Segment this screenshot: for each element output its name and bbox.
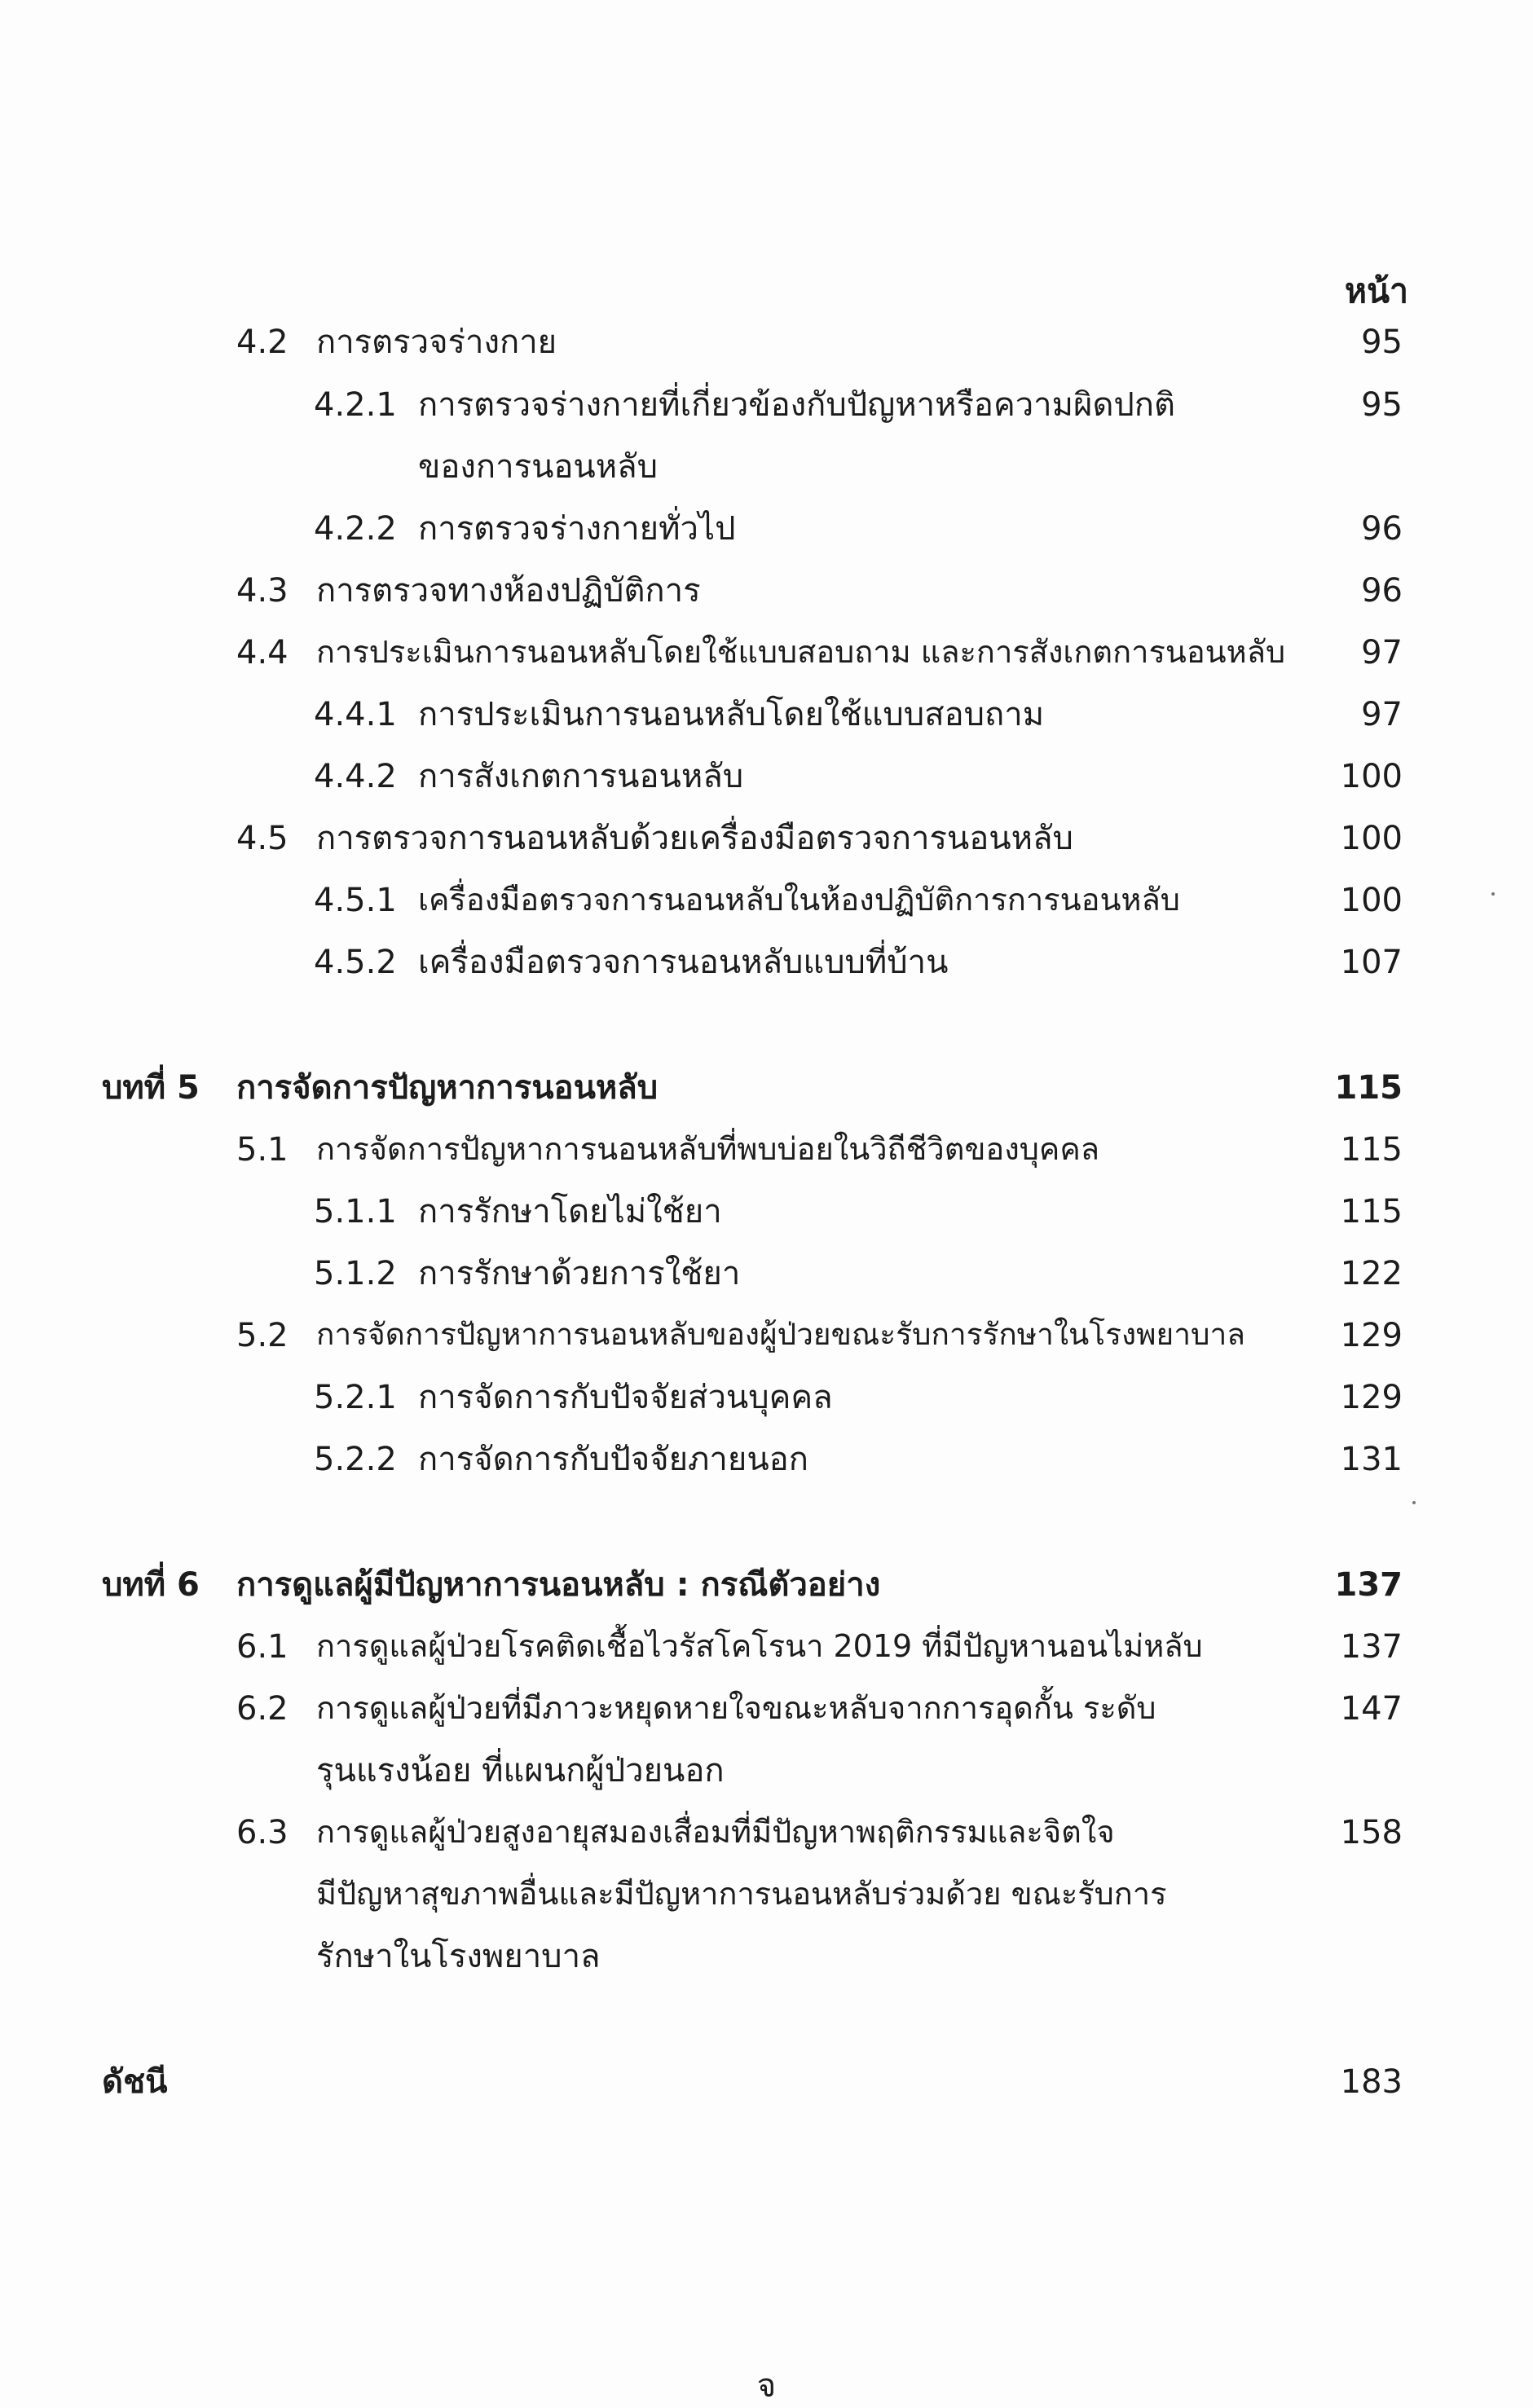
toc-entry-number: 4.2.2	[314, 510, 397, 548]
toc-entry-title-cont: มีปัญหาสุขภาพอื่นและมีปัญหาการนอนหลับร่วมด้วย ขณะรับการ	[316, 1876, 1167, 1912]
index-title: ดัชนี	[102, 2063, 168, 2101]
page-number: จ	[756, 2367, 777, 2405]
toc-entry-number: 5.2.2	[314, 1441, 397, 1478]
toc-entry-title: การตรวจทางห้องปฏิบัติการ	[316, 572, 701, 610]
toc-entry-title: การประเมินการนอนหลับโดยใช้แบบสอบถาม	[418, 696, 1045, 733]
toc-entry-number: 6.2	[236, 1690, 289, 1728]
toc-entry-title: การดูแลผู้ป่วยที่มีภาวะหยุดหายใจขณะหลับจากการอุดกั้น ระดับ	[316, 1690, 1156, 1726]
toc-entry-number: 4.4.1	[314, 696, 397, 733]
toc-entry-title: การดูแลผู้ป่วยโรคติดเชื้อไวรัสโคโรนา 2019 ที่มีปัญหานอนไม่หลับ	[316, 1628, 1203, 1664]
scan-speck	[1491, 892, 1495, 896]
toc-entry-title-cont: ของการนอนหลับ	[418, 448, 659, 486]
toc-entry-title: การจัดการกับปัจจัยส่วนบุคคล	[418, 1379, 833, 1416]
chapter-title: การจัดการปัญหาการนอนหลับ	[236, 1069, 659, 1107]
page-column-label: หน้า	[1345, 271, 1409, 310]
toc-entry-title: การดูแลผู้ป่วยสูงอายุสมองเสื่อมที่มีปัญหาพฤติกรรมและจิตใจ	[316, 1814, 1115, 1850]
toc-entry-page: 96	[1361, 572, 1403, 610]
toc-entry-title: การประเมินการนอนหลับโดยใช้แบบสอบถาม และการสังเกตการนอนหลับ	[316, 634, 1286, 670]
toc-entry-title: การตรวจร่างกายทั่วไป	[418, 510, 736, 548]
toc-entry-page: 96	[1361, 510, 1403, 548]
toc-entry-title: การรักษาด้วยการใช้ยา	[418, 1255, 741, 1292]
toc-entry-title: การตรวจร่างกายที่เกี่ยวข้องกับปัญหาหรือความผิดปกติ	[418, 386, 1176, 424]
toc-entry-title: เครื่องมือตรวจการนอนหลับแบบที่บ้าน	[418, 944, 949, 981]
toc-entry-page: 115	[1340, 1193, 1403, 1230]
toc-entry-number: 5.2.1	[314, 1379, 397, 1416]
toc-entry-page: 95	[1361, 324, 1403, 361]
toc-entry-number: 4.2	[236, 324, 289, 361]
toc-entry-page: 137	[1340, 1628, 1403, 1666]
toc-entry-title: การตรวจการนอนหลับด้วยเครื่องมือตรวจการนอนหลับ	[316, 820, 1073, 857]
toc-entry-number: 4.5.1	[314, 882, 397, 919]
toc-entry-page: 122	[1340, 1255, 1403, 1292]
scan-speck	[1412, 1501, 1416, 1504]
toc-entry-title: การสังเกตการนอนหลับ	[418, 758, 744, 795]
toc-entry-title-cont: รุนแรงน้อย ที่แผนกผู้ป่วยนอก	[316, 1752, 725, 1789]
toc-entry-number: 6.3	[236, 1814, 289, 1851]
chapter-label: บทที่ 5	[102, 1069, 200, 1107]
toc-entry-number: 5.2	[236, 1317, 289, 1354]
toc-entry-page: 95	[1361, 386, 1403, 424]
chapter-page: 115	[1334, 1069, 1403, 1107]
toc-entry-number: 5.1.1	[314, 1193, 397, 1230]
chapter-label: บทที่ 6	[102, 1566, 200, 1604]
toc-entry-number: 5.1	[236, 1131, 289, 1169]
index-page: 183	[1340, 2063, 1403, 2101]
toc-entry-title: เครื่องมือตรวจการนอนหลับในห้องปฏิบัติการการนอนหลับ	[418, 882, 1180, 918]
toc-entry-page: 107	[1340, 944, 1403, 981]
chapter-page: 137	[1334, 1566, 1403, 1604]
toc-entry-number: 4.3	[236, 572, 289, 610]
toc-entry-page: 100	[1340, 758, 1403, 795]
toc-entry-page: 129	[1340, 1317, 1403, 1354]
toc-entry-page: 97	[1361, 696, 1403, 733]
toc-entry-page: 115	[1340, 1131, 1403, 1169]
toc-entry-number: 4.2.1	[314, 386, 397, 424]
toc-entry-page: 100	[1340, 882, 1403, 919]
toc-entry	[236, 326, 289, 359]
toc-entry-title: การจัดการกับปัจจัยภายนอก	[418, 1441, 808, 1478]
toc-entry-number: 5.1.2	[314, 1255, 397, 1292]
toc-entry-number: 4.4	[236, 634, 289, 671]
toc-entry-title: การรักษาโดยไม่ใช้ยา	[418, 1193, 722, 1230]
toc-entry-number: 4.4.2	[314, 758, 397, 795]
toc-entry-number: 4.5	[236, 820, 289, 857]
toc-entry-title: การจัดการปัญหาการนอนหลับที่พบบ่อยในวิถีชีวิตของบุคคล	[316, 1131, 1100, 1167]
toc-entry-page: 129	[1340, 1379, 1403, 1416]
toc-entry-page: 131	[1340, 1441, 1403, 1478]
toc-entry-title: การจัดการปัญหาการนอนหลับของผู้ป่วยขณะรับการรักษาในโรงพยาบาล	[316, 1317, 1245, 1352]
toc-entry-number: 6.1	[236, 1628, 289, 1666]
toc-entry-number: 4.5.2	[314, 944, 397, 981]
toc-entry-page: 158	[1340, 1814, 1403, 1851]
toc-entry-page: 100	[1340, 820, 1403, 857]
toc-entry-page: 147	[1340, 1690, 1403, 1728]
toc-entry-title-cont: รักษาในโรงพยาบาล	[316, 1938, 601, 1975]
toc-entry-page: 97	[1361, 634, 1403, 671]
chapter-title: การดูแลผู้มีปัญหาการนอนหลับ : กรณีตัวอย่าง	[236, 1566, 881, 1604]
toc-entry-title: การตรวจร่างกาย	[316, 324, 557, 361]
